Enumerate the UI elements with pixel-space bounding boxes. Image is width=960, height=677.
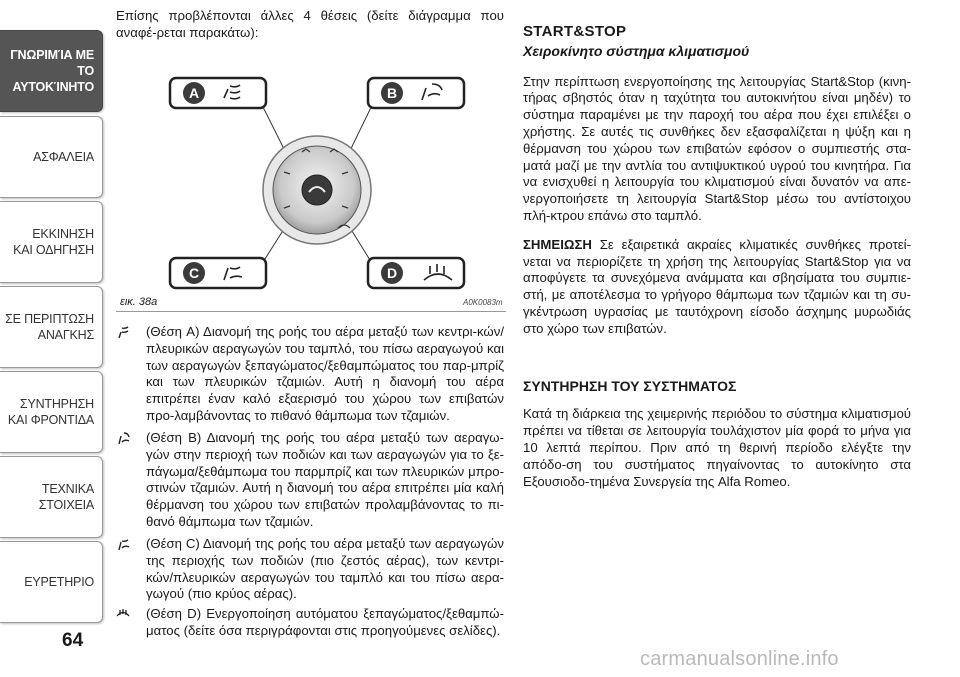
svg-text:D: D xyxy=(386,265,398,281)
start-stop-paragraph: Στην περίπτωση ενεργοποίησης της λειτουργίας Start&Stop (κινη-τήρας σβηστός όταν η ταχύτητα του αυτοκινήτου είναι μηδέν) το σύστημα παραμένει με την παροχή του αέρα που έχει επιλέξει ο χρήστης. Σε αυτές τις συνθήκες δεν εξασφαλίζεται η ψύξη και η θέρμανση του χώρου των επιβατών εφόσον ο συμπιεστής στα-ματά μαζί με την αντλία του αντιψυκτικού υγρού του κινητήρα. Για να ενισχυθεί η λειτουργία του κλιματισμού είναι δυνατόν να απε-νεργοποιήσετε τη λειτουργία Start&Stop μέσω του αντίστοιχου πλή-κτρου επάνω στο ταμπλό. xyxy=(523,73,911,223)
list-item-position-a xyxy=(116,324,504,425)
tab-label-line1: ΓΝΩΡΙΜΊΑ ΜΕ ΤΟ xyxy=(10,48,94,78)
section-subtitle: Χειροκίνητο σύστημα κλιματισμού xyxy=(523,42,750,59)
tab-starting-driving[interactable] xyxy=(0,201,103,283)
figure-divider xyxy=(116,311,506,312)
intro-paragraph: Επίσης προβλέπονται άλλες 4 θέσεις (δείτε διάγραμμα που αναφέ-ρεται παρακάτω): xyxy=(116,8,504,40)
svg-text:A: A xyxy=(188,85,200,101)
right-column xyxy=(523,8,911,502)
tab-label-line2: ΚΑΙ ΦΡΟΝΤΙΔΑ xyxy=(7,413,94,427)
air-distribution-figure xyxy=(116,68,506,300)
tab-label: ΕΥΡΕΤΗΡΙΟ xyxy=(24,575,94,589)
list-item-position-d xyxy=(116,606,504,640)
maintenance-title: ΣΥΝΤΗΡΗΣΗ ΤΟΥ ΣΥΣΤΗΜΑΤΟΣ xyxy=(523,377,737,394)
tab-index[interactable] xyxy=(0,541,103,623)
page-number: 64 xyxy=(62,630,84,651)
tab-label-line1: ΣΕ ΠΕΡΙΠΤΩΣΗ xyxy=(5,312,94,326)
tab-technical-data[interactable] xyxy=(0,456,103,538)
item-text: (Θέση B) Διανομή της ροής του αέρα μεταξύ των αεραγω-γών στην περιοχή των ποδιών και των αεραγωγών για το ξε-πάγωμα/ξεθάμπωμα του παρμπρίζ και των πλευρικών μπρο-στινών τζαμιών. Αυτή η διανομή του αέρα επιτρέπει μία καλή θέρμανση του χώρου των επιβατών προλαμβάνοντας το πι-θανό θάμπωμα των τζαμιών. xyxy=(146,430,504,529)
note-text: Σε εξαιρετικά ακραίες κλιματικές συνθήκες προτεί-νεται να περιορίζετε τη χρήση της λειτουργίας Start&Stop για να αποφύγετε τα συνεχόμενα ανάμματα και σβησίματα του συμπιε-στή, με αποτέλεσμα το γρήγορο θάμπωμα των τζαμιών και τη συ-γκέντρωση υγρασίας με ταυτόχρονη είσοδο άσχημης μυρωδιάς στο χώρο των επιβατών. xyxy=(523,236,911,336)
tab-safety[interactable] xyxy=(0,116,103,198)
tab-label-line2: ΑΝΑΓΚΗΣ xyxy=(37,328,94,342)
figure-illustration xyxy=(116,68,506,300)
svg-text:C: C xyxy=(188,265,200,281)
callout-a xyxy=(170,78,266,108)
maintenance-paragraph: Κατά τη διάρκεια της χειμερινής περιόδου το σύστημα κλιματισμού πρέπει να τίθεται σε λειτουργία τουλάχιστον μία φορά το μήνα για 10 λεπτά περίπου. Πριν από τη θερινή περίοδο ελέγξτε την απόδο-ση του συστήματος πηγαίνοντας το αυτοκίνητο στα Εξουσιοδο-τημένα Συνεργεία της Alfa Romeo. xyxy=(523,406,911,489)
note-paragraph xyxy=(523,237,911,338)
airflow-center-side-icon xyxy=(116,325,130,339)
callout-d xyxy=(368,258,464,288)
watermark: carmanualsonline.info xyxy=(640,648,839,670)
note-label: ΣΗΜΕΙΩΣΗ xyxy=(523,236,592,252)
tab-label-line2: ΚΑΙ ΟΔΗΓΗΣΗ xyxy=(13,243,94,257)
intro-text xyxy=(116,8,504,54)
tab-label-line2: ΑΥΤΟΚΊΝΗΤΟ xyxy=(12,80,94,94)
callout-b xyxy=(368,78,464,108)
list-item-position-b xyxy=(116,430,504,531)
tab-label-line1: ΤΕΧΝΙΚΑ xyxy=(41,482,94,496)
tab-maintenance-care[interactable] xyxy=(0,371,103,453)
svg-text:B: B xyxy=(386,85,398,101)
tab-emergency[interactable] xyxy=(0,286,103,368)
figure-code: A0K0083m xyxy=(463,298,503,307)
selector-center xyxy=(302,175,332,205)
tab-label: ΑΣΦΑΛΕΙΑ xyxy=(33,150,94,164)
tab-getting-to-know-car[interactable] xyxy=(0,30,103,112)
tab-label-line1: ΕΚΚΙΝΗΣΗ xyxy=(32,227,94,241)
item-text: (Θέση A) Διανομή της ροής του αέρα μεταξύ των κεντρι-κών/πλευρικών αεραγωγών του ταμπλό, του πίσω αεραγωγού και των αεραγωγών ξεπαγώματος/ξεθαμπώματος του παρ-μπρίζ και των πλευρικών τζαμιών. Αυτή η διανομή του αέρα επιτρέπει έναν καλό εξαερισμό του χώρου των επιβατών προ-λαμβάνοντας το πιθανό θάμπωμα των τζαμιών. xyxy=(146,324,504,423)
tab-label-line1: ΣΥΝΤΗΡΗΣΗ xyxy=(19,397,94,411)
item-text: (Θέση D) Ενεργοποίηση αυτόματου ξεπαγώματος/ξεθαμπώ-ματος (δείτε όσα περιγράφονται στις προηγούμενες σελίδες). xyxy=(146,606,504,638)
figure-caption: εικ. 38a xyxy=(120,296,158,308)
item-text: (Θέση C) Διανομή της ροής του αέρα μεταξύ των αεραγωγών της περιοχής των ποδιών (πιο ζεστός αέρας), των κεντρι-κών/πλευρικών αεραγωγών του ταμπλό και του πίσω αερα-γωγού (πιο κρύος αέρας). xyxy=(146,536,504,602)
defrost-windscreen-icon xyxy=(116,607,130,621)
section-title: START&STOP xyxy=(523,23,627,40)
tab-label-line2: ΣΤΟΙΧΕΙΑ xyxy=(38,498,94,512)
airflow-feet-windscreen-icon xyxy=(116,431,130,445)
list-item-position-c xyxy=(116,536,504,603)
airflow-center-feet-icon xyxy=(116,537,130,551)
callout-c xyxy=(170,258,266,288)
